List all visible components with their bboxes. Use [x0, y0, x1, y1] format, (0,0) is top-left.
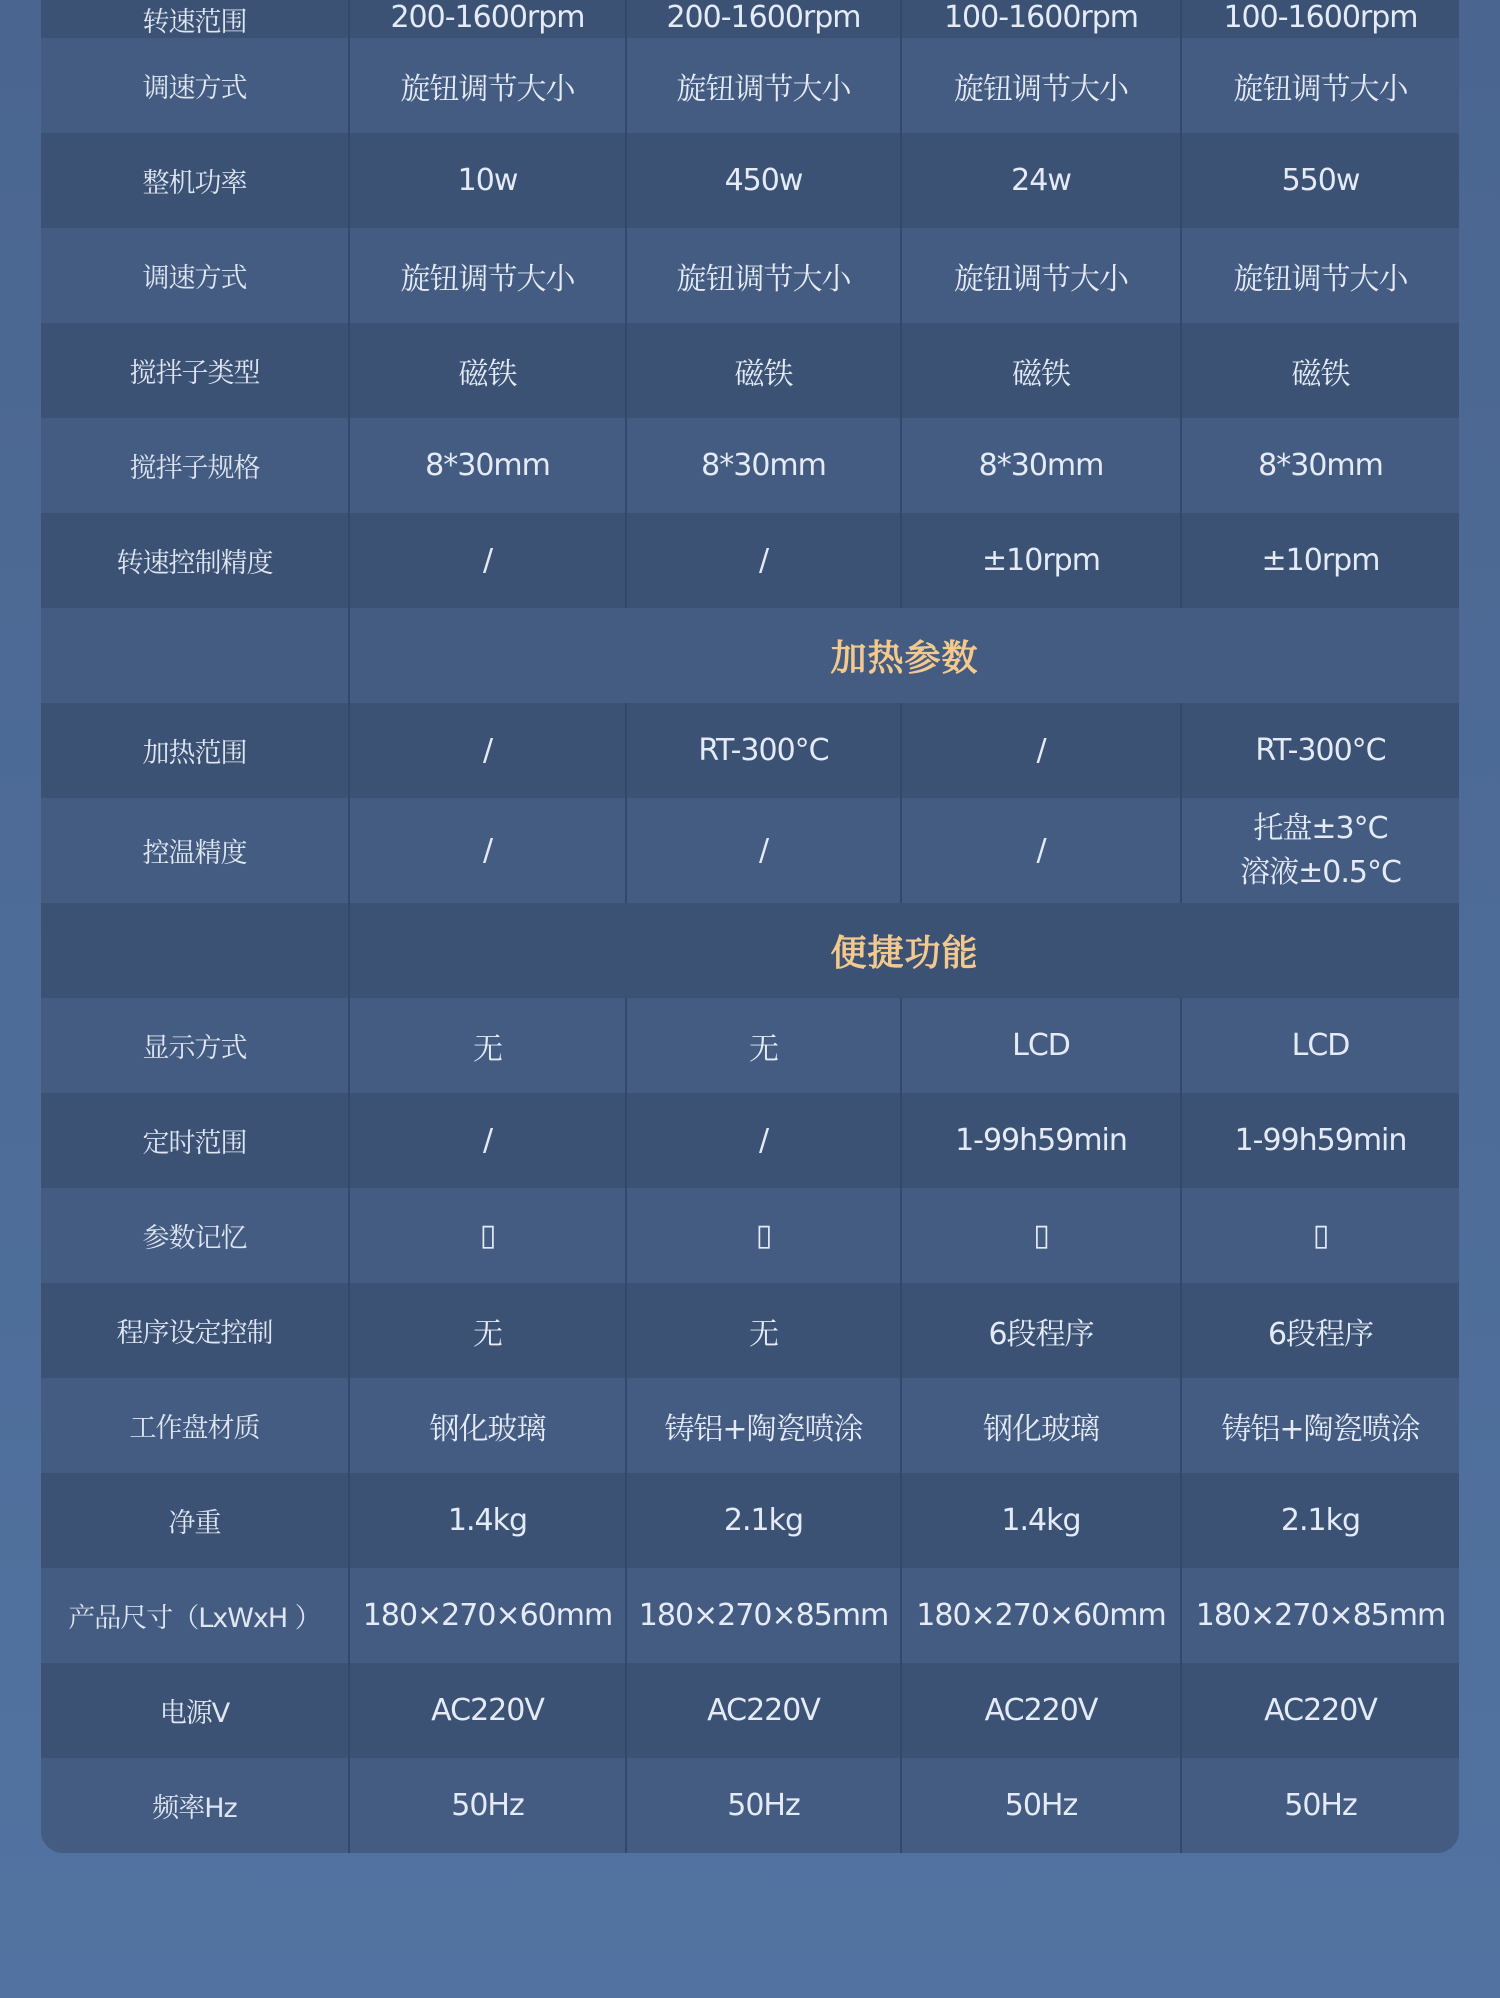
- row-label: 调速方式: [41, 228, 350, 323]
- row-value: 磁铁: [350, 323, 627, 418]
- row-label: 控温精度: [41, 798, 350, 903]
- row-value: 50Hz: [902, 1758, 1182, 1853]
- table-row: [41, 1378, 1459, 1473]
- row-label: 转速控制精度: [41, 513, 350, 608]
- row-value: 旋钮调节大小: [1233, 261, 1408, 297]
- spec-table: [41, 0, 1459, 1853]
- row-value: 旋钮调节大小: [350, 228, 627, 323]
- page-bottom-background: [0, 1880, 1500, 1998]
- row-value: 180×270×60mm: [902, 1568, 1182, 1663]
- table-row: [41, 323, 1459, 418]
- value-line: 托盘±3°C: [1253, 810, 1388, 846]
- row-value: /: [350, 703, 627, 798]
- row-value: LCD: [902, 998, 1182, 1093]
- row-value: 铸铝+陶瓷喷涂: [627, 1378, 902, 1473]
- row-value: /: [350, 513, 627, 608]
- row-value: ±10rpm: [902, 513, 1182, 608]
- row-label: 整机功率: [41, 133, 350, 228]
- table-row: [41, 1283, 1459, 1378]
- row-value: /: [350, 1093, 627, 1188]
- row-value: 180×270×60mm: [350, 1568, 627, 1663]
- row-label: 调速方式: [41, 38, 350, 133]
- row-label: 电源V: [41, 1663, 350, 1758]
- table-row-speed-range: [41, 0, 1459, 38]
- row-value: 旋钮调节大小: [902, 228, 1182, 323]
- row-value: AC220V: [627, 1663, 902, 1758]
- row-value: RT-300°C: [1255, 733, 1386, 768]
- row-label: 产品尺寸（LxWxH ）: [41, 1568, 350, 1663]
- table-row: [41, 1568, 1459, 1663]
- row-value: ±10rpm: [1261, 543, 1380, 578]
- row-value: 1-99h59min: [1234, 1123, 1407, 1158]
- row-value: 无: [350, 1283, 627, 1378]
- row-value: /: [902, 798, 1182, 903]
- row-value: 1.4kg: [350, 1473, 627, 1568]
- row-value: 旋钮调节大小: [627, 38, 902, 133]
- section-title-heating: [350, 608, 1459, 703]
- section-label: 加热参数: [830, 638, 979, 679]
- row-value: 6段程序: [1267, 1316, 1374, 1352]
- row-label: 定时范围: [41, 1093, 350, 1188]
- row-value: 无: [627, 1283, 902, 1378]
- row-value: 1.4kg: [902, 1473, 1182, 1568]
- row-value: /: [627, 1093, 902, 1188]
- section-label: 便捷功能: [830, 933, 979, 974]
- table-row: [41, 1663, 1459, 1758]
- row-value: 铸铝+陶瓷喷涂: [1221, 1411, 1420, 1447]
- row-value: ▯: [1312, 1218, 1329, 1253]
- table-row: [41, 1758, 1459, 1853]
- row-label: 加热范围: [41, 703, 350, 798]
- row-value: AC220V: [350, 1663, 627, 1758]
- row-value: 10w: [350, 133, 627, 228]
- value-line: 溶液±0.5°C: [1240, 854, 1401, 890]
- row-value: 180×270×85mm: [1195, 1598, 1446, 1633]
- row-value: 550w: [1281, 163, 1360, 198]
- row-value: /: [627, 513, 902, 608]
- row-value: 钢化玻璃: [902, 1378, 1182, 1473]
- row-label: 频率Hz: [41, 1758, 350, 1853]
- section-spacer: [41, 608, 350, 703]
- row-label: 净重: [41, 1473, 350, 1568]
- row-value: 旋钮调节大小: [350, 38, 627, 133]
- row-label: 转速范围: [41, 0, 350, 38]
- row-value: 钢化玻璃: [350, 1378, 627, 1473]
- row-label: 搅拌子规格: [41, 418, 350, 513]
- row-label: 工作盘材质: [41, 1378, 350, 1473]
- row-value: 50Hz: [627, 1758, 902, 1853]
- row-value: 100-1600rpm: [902, 0, 1182, 38]
- table-row: [41, 1473, 1459, 1568]
- table-row: [41, 513, 1459, 608]
- row-value: /: [902, 703, 1182, 798]
- row-value: AC220V: [902, 1663, 1182, 1758]
- row-value: 2.1kg: [627, 1473, 902, 1568]
- row-value: 6段程序: [902, 1283, 1182, 1378]
- row-value: 无: [350, 998, 627, 1093]
- section-spacer: [41, 903, 350, 998]
- row-value: 180×270×85mm: [627, 1568, 902, 1663]
- row-value: 无: [627, 998, 902, 1093]
- row-value: /: [627, 798, 902, 903]
- row-value: 200-1600rpm: [627, 0, 902, 38]
- row-value: 50Hz: [1284, 1788, 1357, 1823]
- table-row: [41, 133, 1459, 228]
- table-row: [41, 1093, 1459, 1188]
- row-value: /: [350, 798, 627, 903]
- table-row: [41, 38, 1459, 133]
- row-value: 旋钮调节大小: [902, 38, 1182, 133]
- row-value: 旋钮调节大小: [627, 228, 902, 323]
- row-value: 8*30mm: [627, 418, 902, 513]
- row-value: ▯: [350, 1188, 627, 1283]
- row-value: 8*30mm: [350, 418, 627, 513]
- row-label: 程序设定控制: [41, 1283, 350, 1378]
- section-title-convenience: [350, 903, 1459, 998]
- row-value: 磁铁: [902, 323, 1182, 418]
- section-header-heating: [41, 608, 1459, 703]
- row-value: LCD: [1291, 1028, 1350, 1063]
- table-row: [41, 703, 1459, 798]
- row-value: ▯: [627, 1188, 902, 1283]
- row-value: 100-1600rpm: [1223, 0, 1418, 35]
- row-label: 显示方式: [41, 998, 350, 1093]
- table-row: [41, 228, 1459, 323]
- row-value: RT-300°C: [627, 703, 902, 798]
- row-value: 1-99h59min: [902, 1093, 1182, 1188]
- row-value: 8*30mm: [902, 418, 1182, 513]
- row-label: 搅拌子类型: [41, 323, 350, 418]
- table-row: [41, 1188, 1459, 1283]
- row-value: 2.1kg: [1280, 1503, 1361, 1538]
- row-value: 8*30mm: [1258, 448, 1383, 483]
- row-label: 参数记忆: [41, 1188, 350, 1283]
- table-row: [41, 798, 1459, 903]
- row-value: 50Hz: [350, 1758, 627, 1853]
- row-value-multiline: [1182, 798, 1459, 903]
- table-row: [41, 418, 1459, 513]
- section-header-convenience: [41, 903, 1459, 998]
- row-value: 200-1600rpm: [350, 0, 627, 38]
- row-value: 磁铁: [1291, 356, 1350, 392]
- row-value: 24w: [902, 133, 1182, 228]
- row-value: 磁铁: [627, 323, 902, 418]
- row-value: 450w: [627, 133, 902, 228]
- row-value: 旋钮调节大小: [1233, 71, 1408, 107]
- row-value: ▯: [902, 1188, 1182, 1283]
- row-value: AC220V: [1264, 1693, 1377, 1728]
- table-row: [41, 998, 1459, 1093]
